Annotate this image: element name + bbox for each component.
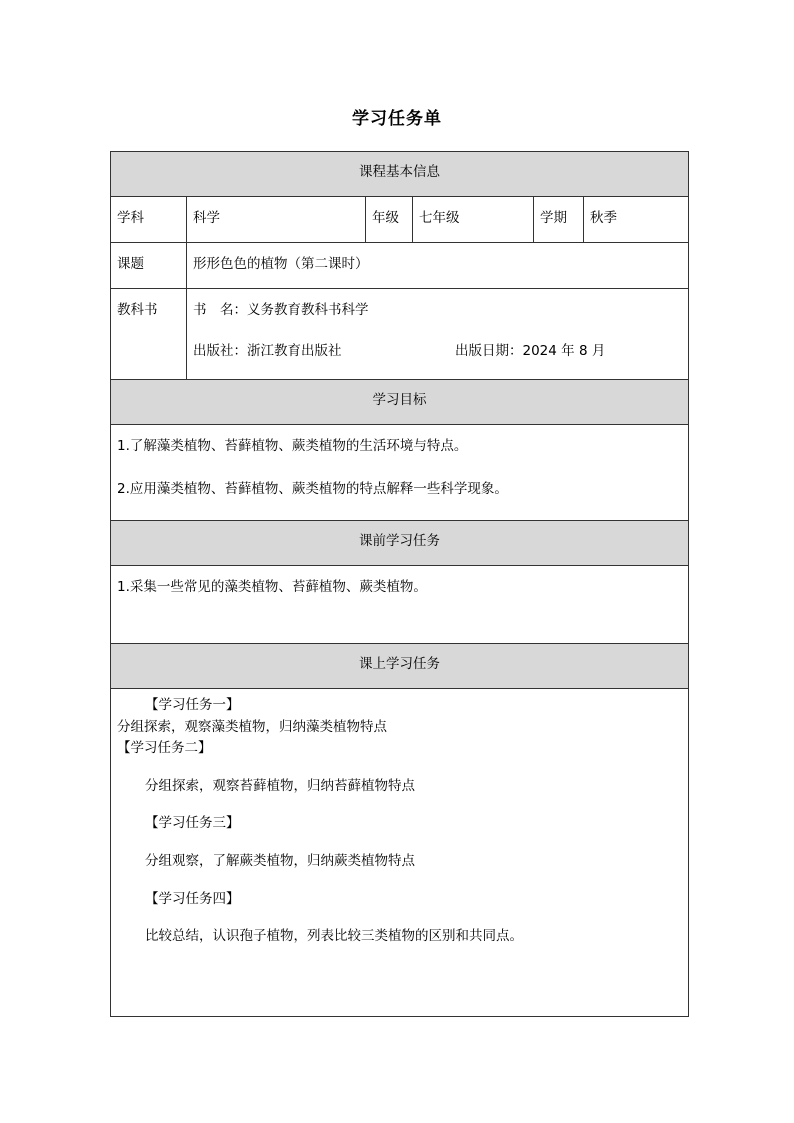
goal-item: 2.应用藻类植物、苔藓植物、蕨类植物的特点解释一些科学现象。	[117, 481, 508, 497]
grade-label: 年级	[366, 197, 413, 243]
goals-cell	[111, 425, 689, 521]
task-title: 【学习任务二】	[117, 740, 212, 757]
section-header-goals: 学习目标	[111, 380, 689, 425]
task-body: 比较总结，认识孢子植物，列表比较三类植物的区别和共同点。	[145, 928, 523, 945]
subject-label: 学科	[111, 197, 187, 243]
goal-item: 1.了解藻类植物、苔藓植物、蕨类植物的生活环境与特点。	[117, 438, 468, 454]
task-body: 分组探索，观察苔藓植物，归纳苔藓植物特点	[145, 777, 415, 794]
term-value: 秋季	[584, 197, 689, 243]
textbook-details	[187, 289, 689, 380]
topic-value: 形形色色的植物（第二课时）	[187, 243, 689, 289]
section-header-basic-info: 课程基本信息	[111, 152, 689, 197]
task-body: 分组观察，了解蕨类植物，归纳蕨类植物特点	[145, 852, 415, 869]
page-title: 学习任务单	[352, 109, 442, 129]
task-sheet-table	[110, 151, 689, 1017]
task-title: 【学习任务四】	[145, 890, 240, 907]
task-title: 【学习任务一】	[145, 697, 240, 713]
task-title: 【学习任务三】	[145, 815, 240, 832]
book-name: 书 名：义务教育教科书科学	[193, 302, 369, 318]
publisher: 出版社：浙江教育出版社	[193, 343, 342, 359]
topic-label: 课题	[111, 243, 187, 289]
publish-date: 出版日期：2024 年 8 月	[455, 343, 606, 359]
task-body: 分组探索，观察藻类植物，归纳藻类植物特点	[117, 718, 387, 735]
section-header-pre-class: 课前学习任务	[111, 521, 689, 566]
subject-value: 科学	[187, 197, 366, 243]
pre-class-task: 1.采集一些常见的藻类植物、苔藓植物、蕨类植物。	[117, 579, 427, 595]
pre-class-cell	[111, 566, 689, 644]
grade-value: 七年级	[413, 197, 534, 243]
term-label: 学期	[534, 197, 584, 243]
textbook-label: 教科书	[111, 289, 187, 380]
in-class-cell	[111, 689, 689, 1017]
section-header-in-class: 课上学习任务	[111, 644, 689, 689]
